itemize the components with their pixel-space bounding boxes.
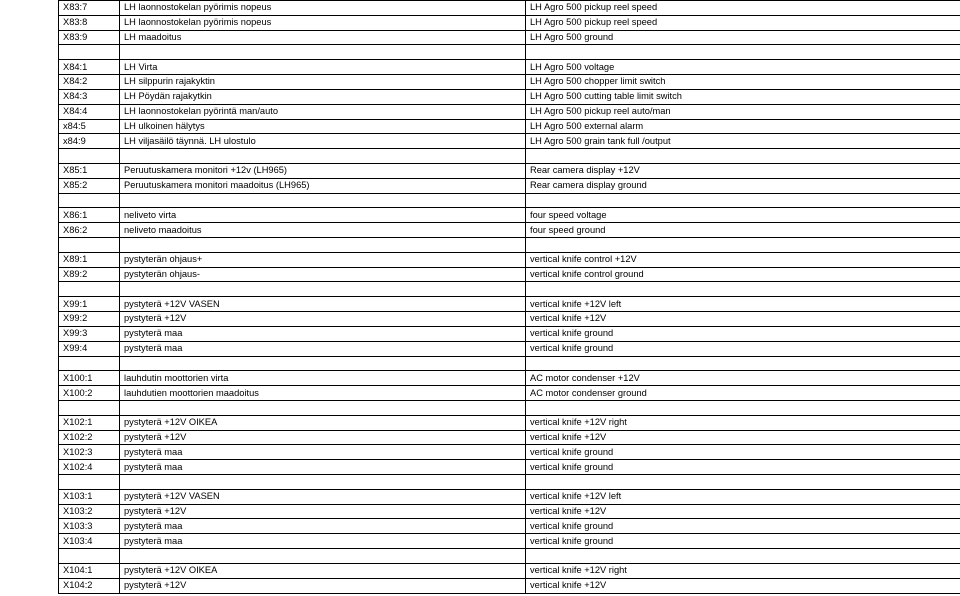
english-description-cell: AC motor condenser ground: [526, 386, 960, 401]
english-description-cell: LH Agro 500 pickup reel auto/man: [526, 104, 960, 119]
table-row: [59, 223, 960, 238]
english-description-cell: four speed voltage: [526, 208, 960, 223]
finnish-description-cell: pystyterä maa: [120, 534, 526, 549]
english-description-cell: LH Agro 500 chopper limit switch: [526, 75, 960, 90]
english-description-cell: vertical knife +12V left: [526, 489, 960, 504]
finnish-description-cell: pystyterä maa: [120, 341, 526, 356]
pin-id-cell: X89:2: [59, 267, 120, 282]
pin-id-cell: [59, 238, 120, 253]
english-description-cell: vertical knife ground: [526, 519, 960, 534]
pin-id-cell: X84:1: [59, 60, 120, 75]
pin-id-cell: X85:1: [59, 163, 120, 178]
english-description-cell: vertical knife +12V: [526, 430, 960, 445]
finnish-description-cell: [120, 475, 526, 490]
spacer-row: [59, 549, 960, 564]
english-description-cell: [526, 238, 960, 253]
table-row: [59, 15, 960, 30]
pin-id-cell: x84:5: [59, 119, 120, 134]
finnish-description-cell: pystyterä +12V: [120, 430, 526, 445]
english-description-cell: [526, 149, 960, 164]
finnish-description-cell: Peruutuskamera monitori +12v (LH965): [120, 163, 526, 178]
table-row: [59, 445, 960, 460]
finnish-description-cell: [120, 549, 526, 564]
spacer-row: [59, 400, 960, 415]
english-description-cell: vertical knife ground: [526, 534, 960, 549]
finnish-description-cell: pystyterä maa: [120, 460, 526, 475]
table-row: [59, 75, 960, 90]
pin-id-cell: X102:4: [59, 460, 120, 475]
english-description-cell: four speed ground: [526, 223, 960, 238]
finnish-description-cell: LH laonnostokelan pyörimis nopeus: [120, 15, 526, 30]
pin-id-cell: X99:2: [59, 312, 120, 327]
pin-id-cell: X103:1: [59, 489, 120, 504]
pin-id-cell: [59, 549, 120, 564]
table-row: [59, 489, 960, 504]
english-description-cell: LH Agro 500 ground: [526, 30, 960, 45]
finnish-description-cell: [120, 282, 526, 297]
english-description-cell: vertical knife +12V: [526, 312, 960, 327]
english-description-cell: LH Agro 500 grain tank full /output: [526, 134, 960, 149]
finnish-description-cell: LH Pöydän rajakytkin: [120, 89, 526, 104]
english-description-cell: LH Agro 500 external alarm: [526, 119, 960, 134]
pin-id-cell: X99:3: [59, 326, 120, 341]
finnish-description-cell: LH viljasäilö täynnä. LH ulostulo: [120, 134, 526, 149]
spacer-row: [59, 45, 960, 60]
pin-id-cell: X102:2: [59, 430, 120, 445]
table-row: [59, 312, 960, 327]
pin-id-cell: X104:2: [59, 578, 120, 593]
pin-id-cell: [59, 45, 120, 60]
finnish-description-cell: [120, 238, 526, 253]
finnish-description-cell: LH ulkoinen hälytys: [120, 119, 526, 134]
english-description-cell: vertical knife ground: [526, 326, 960, 341]
spacer-row: [59, 193, 960, 208]
table-row: [59, 104, 960, 119]
pin-id-cell: [59, 193, 120, 208]
table-row: [59, 163, 960, 178]
finnish-description-cell: pystyterä +12V VASEN: [120, 297, 526, 312]
pin-id-cell: X103:2: [59, 504, 120, 519]
english-description-cell: vertical knife ground: [526, 460, 960, 475]
table-row: [59, 208, 960, 223]
finnish-description-cell: LH laonnostokelan pyörimis nopeus: [120, 1, 526, 16]
connector-table: [58, 0, 960, 594]
table-row: [59, 430, 960, 445]
pin-id-cell: [59, 475, 120, 490]
english-description-cell: AC motor condenser +12V: [526, 371, 960, 386]
pin-id-cell: [59, 400, 120, 415]
finnish-description-cell: lauhdutin moottorien virta: [120, 371, 526, 386]
finnish-description-cell: lauhdutien moottorien maadoitus: [120, 386, 526, 401]
finnish-description-cell: pystyterä maa: [120, 326, 526, 341]
pin-id-cell: X100:2: [59, 386, 120, 401]
finnish-description-cell: [120, 149, 526, 164]
pin-id-cell: X89:1: [59, 252, 120, 267]
pin-id-cell: [59, 282, 120, 297]
english-description-cell: vertical knife ground: [526, 341, 960, 356]
finnish-description-cell: pystyterä maa: [120, 445, 526, 460]
table-row: [59, 460, 960, 475]
pin-id-cell: X102:3: [59, 445, 120, 460]
table-row: [59, 267, 960, 282]
english-description-cell: [526, 400, 960, 415]
table-row: [59, 326, 960, 341]
english-description-cell: vertical knife +12V right: [526, 415, 960, 430]
table-row: [59, 1, 960, 16]
pin-id-cell: X104:1: [59, 563, 120, 578]
table-row: [59, 534, 960, 549]
finnish-description-cell: pystyterä +12V: [120, 578, 526, 593]
spacer-row: [59, 238, 960, 253]
finnish-description-cell: LH laonnostokelan pyörintä man/auto: [120, 104, 526, 119]
english-description-cell: Rear camera display +12V: [526, 163, 960, 178]
pin-id-cell: X100:1: [59, 371, 120, 386]
english-description-cell: vertical knife ground: [526, 445, 960, 460]
finnish-description-cell: pystyterä +12V VASEN: [120, 489, 526, 504]
english-description-cell: LH Agro 500 voltage: [526, 60, 960, 75]
pin-id-cell: X99:1: [59, 297, 120, 312]
finnish-description-cell: LH maadoitus: [120, 30, 526, 45]
finnish-description-cell: pystyterä +12V: [120, 504, 526, 519]
pin-id-cell: X102:1: [59, 415, 120, 430]
finnish-description-cell: [120, 45, 526, 60]
pin-id-cell: x84:9: [59, 134, 120, 149]
table-row: [59, 178, 960, 193]
pin-id-cell: X103:3: [59, 519, 120, 534]
table-row: [59, 519, 960, 534]
table-row: [59, 371, 960, 386]
pin-id-cell: X84:2: [59, 75, 120, 90]
english-description-cell: vertical knife +12V: [526, 504, 960, 519]
finnish-description-cell: Peruutuskamera monitori maadoitus (LH965): [120, 178, 526, 193]
pin-id-cell: X86:2: [59, 223, 120, 238]
finnish-description-cell: pystyterä +12V OIKEA: [120, 563, 526, 578]
finnish-description-cell: pystyterä +12V: [120, 312, 526, 327]
finnish-description-cell: LH Virta: [120, 60, 526, 75]
english-description-cell: [526, 475, 960, 490]
pin-id-cell: X84:3: [59, 89, 120, 104]
pin-id-cell: X83:7: [59, 1, 120, 16]
english-description-cell: [526, 282, 960, 297]
english-description-cell: LH Agro 500 cutting table limit switch: [526, 89, 960, 104]
english-description-cell: LH Agro 500 pickup reel speed: [526, 15, 960, 30]
finnish-description-cell: pystyterän ohjaus+: [120, 252, 526, 267]
pin-id-cell: X99:4: [59, 341, 120, 356]
finnish-description-cell: neliveto maadoitus: [120, 223, 526, 238]
finnish-description-cell: [120, 356, 526, 371]
english-description-cell: vertical knife +12V: [526, 578, 960, 593]
finnish-description-cell: pystyterä +12V OIKEA: [120, 415, 526, 430]
table-row: [59, 60, 960, 75]
english-description-cell: [526, 193, 960, 208]
spacer-row: [59, 356, 960, 371]
english-description-cell: [526, 45, 960, 60]
english-description-cell: [526, 549, 960, 564]
finnish-description-cell: [120, 400, 526, 415]
english-description-cell: vertical knife control +12V: [526, 252, 960, 267]
english-description-cell: vertical knife +12V right: [526, 563, 960, 578]
table-row: [59, 134, 960, 149]
finnish-description-cell: pystyterä maa: [120, 519, 526, 534]
english-description-cell: vertical knife control ground: [526, 267, 960, 282]
table-row: [59, 252, 960, 267]
table-row: [59, 563, 960, 578]
finnish-description-cell: LH silppurin rajakyktin: [120, 75, 526, 90]
spacer-row: [59, 475, 960, 490]
table-row: [59, 119, 960, 134]
table-row: [59, 89, 960, 104]
english-description-cell: vertical knife +12V left: [526, 297, 960, 312]
pin-id-cell: X103:4: [59, 534, 120, 549]
table-row: [59, 415, 960, 430]
table-row: [59, 504, 960, 519]
table-row: [59, 578, 960, 593]
spacer-row: [59, 149, 960, 164]
pin-id-cell: [59, 149, 120, 164]
english-description-cell: Rear camera display ground: [526, 178, 960, 193]
pin-id-cell: X83:9: [59, 30, 120, 45]
connector-table-body: [59, 1, 960, 594]
table-row: [59, 386, 960, 401]
pin-id-cell: X86:1: [59, 208, 120, 223]
table-row: [59, 297, 960, 312]
english-description-cell: LH Agro 500 pickup reel speed: [526, 1, 960, 16]
table-row: [59, 341, 960, 356]
pin-id-cell: X84:4: [59, 104, 120, 119]
table-row: [59, 30, 960, 45]
finnish-description-cell: neliveto virta: [120, 208, 526, 223]
pin-id-cell: [59, 356, 120, 371]
pin-id-cell: X85:2: [59, 178, 120, 193]
english-description-cell: [526, 356, 960, 371]
finnish-description-cell: [120, 193, 526, 208]
pin-id-cell: X83:8: [59, 15, 120, 30]
finnish-description-cell: pystyterän ohjaus-: [120, 267, 526, 282]
spacer-row: [59, 282, 960, 297]
